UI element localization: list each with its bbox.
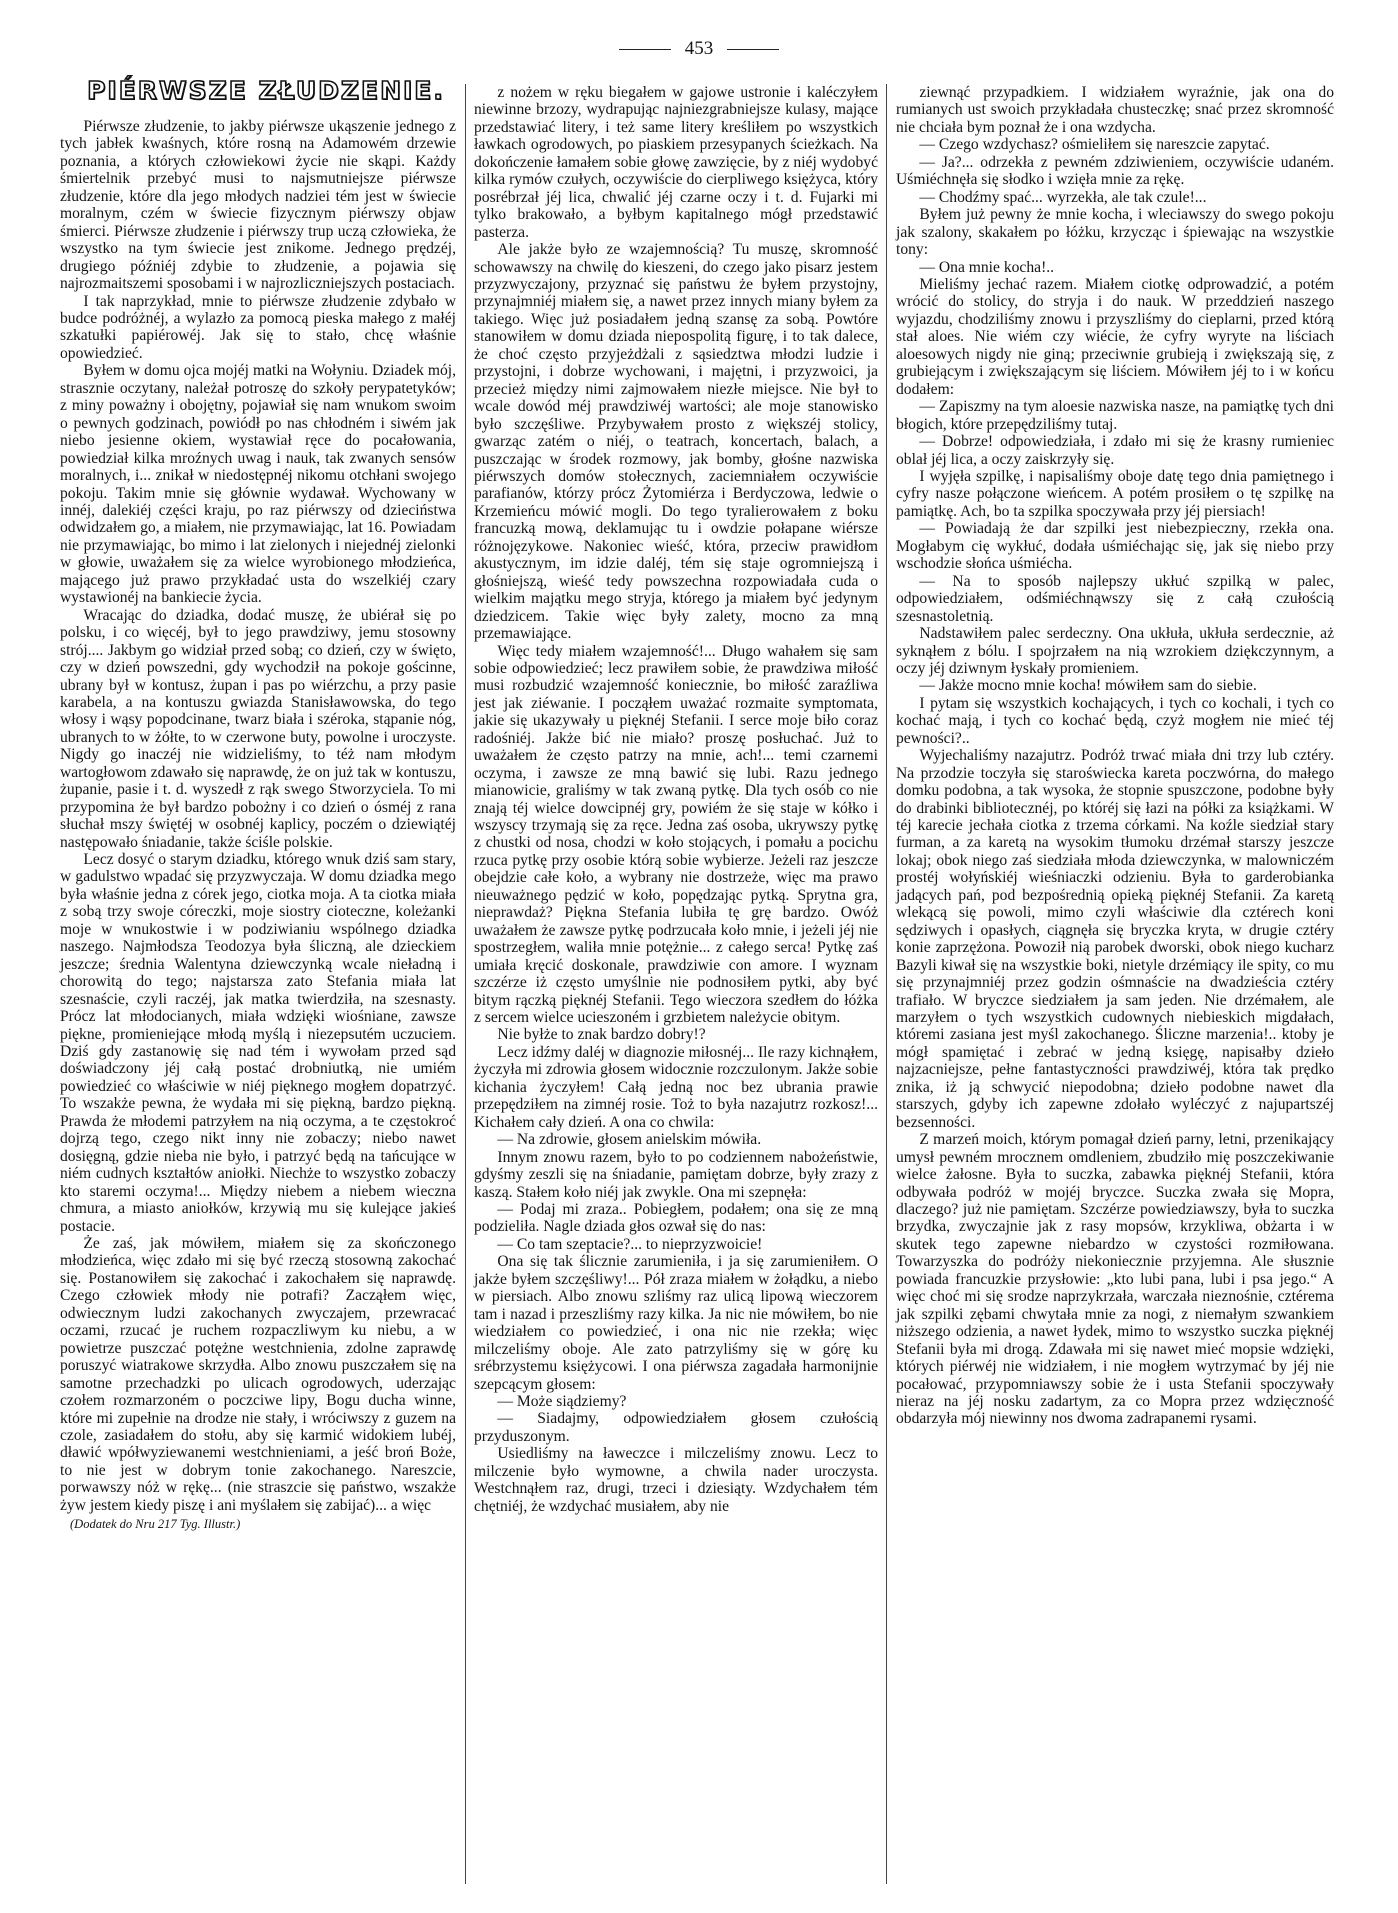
paragraph: — Zapiszmy na tym aloesie nazwiska nasze, na pamiątkę tych dni błogich, które przepędziliśmy tutaj.: [896, 398, 1334, 433]
paragraph: — Czego wzdychasz? ośmieliłem się nareszcie zapytać.: [919, 136, 1270, 154]
paragraph: Wyjechaliśmy nazajutrz. Podróż trwać miała dni trzy lub cztéry. Na przodzie toczyła się staroświecka kareta poczwórna, do małego domku podobna, a tak wysoka, że stopnie spuszczone, podobne były do drabinki bibliotecznéj, po któréj się łazi na półki za książkami. W téj karecie jechała ciotka z trzema córkami. Na koźle siedział stary furman, a za karetą na wysokim tłumoku drzémał starszy jeszcze lokaj; obok niego zaś siedziała młoda dziewczynka, w malowniczém prostéj wołyńskiéj wieśniaczki odzieniu. Była to garderobianka jadących pań, pod bezpośrednią opieką pięknéj Stefanii. Za karetą wlekącą się powoli, mimo czyli właściwie dla cztérech koni sędziwych i opasłych, ciągnęła się bryczka kryta, w drugie cztéry konie zaprzężona. Powoził nią parobek dworski, obok niego kucharz Bazyli kiwał się na wszystkie boki, nietyle drzémiący ile spity, co mu się przynajmniéj przez godzin ośmnaście na dwadzieścia cztéry trafiało. W bryczce siedziałem ja sam jeden. Nie drzémałem, ale marzyłem o tych wszystkich cudownych niebieskich migdałach, któremi zasiana jest myśl zakochanego. Śliczne marzenia!.. ktoby je mógł spamiętać i zebrać w jedną księgę, napisałby dzieło najzacniejsze, pełne fantastyczności prawdziwéj, która tak prędko znika, iż ją schwycić niepodobna; dzieło podobne nawet dla starszych, gdyby ich zapewne zdołało wyléczyć z najupartszéj bezsenności.: [896, 747, 1334, 1131]
paragraph: I wyjęła szpilkę, i napisaliśmy oboje datę tego dnia pamiętnego i cyfry nasze połączone wieńcem. A potém prosiłem o tę szpilkę na pamiątkę. Ach, bo ta szpilka spoczywała przy jéj piersiach!: [896, 467, 1334, 520]
paragraph: — Na zdrowie, głosem anielskim mówiła.: [497, 1131, 762, 1149]
text-column-1: [60, 118, 456, 1534]
paragraph: ziewnąć przypadkiem. I widziałem wyraźnie, jak ona do rumianych ust swoich przykładała chusteczkę; snać przez skromność nie chciała bym poznał że i ona wzdycha.: [896, 84, 1334, 136]
paragraph: — Jakże mocno mnie kocha! mówiłem sam do siebie.: [919, 677, 1257, 695]
paragraph: Więc tedy miałem wzajemność!... Długo wahałem się sam sobie odpowiedzieć; lecz prawiłem sobie, że prawdziwa miłość musi rozbudzić wzajemność koniecznie, bo miłość zaraźliwa jest jak ziéwanie. I począłem uważać rozmaite symptomata, jakie się ukazywały u pięknéj Stefanii. I serce moje biło coraz radośniéj. Jakże bić nie miało? proszę posłuchać. Już to uważałem że często patrzy na mnie, ach!... temi czarnemi oczyma, i zawsze ze mną bawić się lubi. Razu jednego mianowicie, graliśmy w tak zwaną pytkę. Dla tych osób co nie znają téj wielce dowcipnéj gry, powiém że się staje w kółko i wszyscy trzymają się za ręce. Jedna zaś osoba, ukrywszy pytkę z chustki od nosa, chodzi w koło stojących, i pomału a pocichu rzuca pytkę przy osobie którą sobie wybierze. Jeżeli raz jeszcze obejdzie całe koło, a wybrany nie dostrzeże, więc ma prawo nieuważnego pędzić w koło, popędzając pytką. Sprytna gra, nieprawdaż? Piękna Stefania lubiła tę grę bardzo. Owóż uważałem że zawsze pytkę podrzucała koło mnie, i jeżeli jéj nie spostrzegłem, waliła mnie potężnie... z całego serca! Pytkę zaś umiała kręcić doskonale, prawdziwie con amore. I wyznam szczérze iż często umyślnie nie podnosiłem pytki, aby być bitym rączką pięknéj Stefanii. Tego wieczora szedłem do łóżka z sercem wielce ucieszoném i grzbietem należycie obitym.: [474, 642, 878, 1027]
page-number: [0, 38, 1398, 60]
paragraph: — Chodźmy spać... wyrzekła, ale tak czule!...: [919, 188, 1207, 206]
paragraph: — Dobrze! odpowiedziała, i zdało mi się że krasny rumieniec oblał jéj lica, a oczy zaiskrzyły się.: [896, 433, 1334, 468]
paragraph: — Może siądziemy?: [497, 1392, 627, 1410]
paragraph: — Powiadają że dar szpilki jest niebezpieczny, rzekła ona. Mogłabym cię wykłuć, dodała uśmiéchając się, jak się niebo przy wschodzie słońca uśmiécha.: [896, 520, 1334, 573]
paragraph: Wracając do dziadka, dodać muszę, że ubiérał się po polsku, i co więcéj, był to jego prawdziwy, jemu stosowny strój.... Jakbym go widział przed sobą; co dzień, czy w święto, czy w dzień powszedni, gdy wychodził na pokoje gościnne, ubrany był w kontusz, żupan i pas po wiérzchu, a przy pasie karabela, a na kontuszu gwiazda Stanisławowska, do tego włosy i wąsy popodcinane, twarz biała i széroka, stąpanie nóg, ubranych to w żółte, to w czerwone buty, powolne i uroczyste. Nigdy go inaczéj nie widzieliśmy, to téż nam młodym wartogłowom zdawało się naprawdę, że on już tak w kontuszu, żupanie, pasie i t. d. wyszedł z rąk swego Stworzyciela. To mi przypomina że był bardzo pobożny i co dzień o ósméj z rana słuchał mszy świętéj w osobnéj kaplicy, poczém o dziewiątéj następowało śniadanie, także ściśle polskie.: [60, 606, 456, 851]
paragraph: I tak naprzykład, mnie to piérwsze złudzenie zdybało w budce podróżnéj, a wylazło za pomocą pieska małego z małéj szkatułki papiérowéj. Jak się to stało, chcę właśnie opowiedzieć.: [60, 292, 456, 362]
paragraph: Lecz dosyć o starym dziadku, którego wnuk dziś sam stary, w gadulstwo wpadać się przyzwyczaja. W domu dziadka mego była właśnie jedna z córek jego, ciotka moja. A ta ciotka miała z sobą trzy swoje córeczki, moje siostry cioteczne, koleżanki moje w wnukostwie i w podziwianiu wspólnego dziadka naszego. Najmłodsza Teodozya była śliczną, ale dzieckiem jeszcze; średnia Walentyna dziewczynką wcale nieładną i chorowitą do tego; najstarsza zato Stefania miała lat szesnaście, czyli raczéj, jak matka twierdziła, na szesnasty. Prócz lat młodocianych, miała wdzięki wiośniane, zawsze piękne, promieniejące młodą myślą i niezepsutém uczuciem. Dziś gdy zastanowię się nad tém i wywołam przed sąd doświadczony jéj całą postać drobniutką, nie umiém powiedzieć co właściwie w niéj pięknego mogłem dopatrzyć. To wszakże pewna, że wydała mi się piękną, bardzo piękną. Prawda że młodemi patrzyłem na nią oczyma, a te częstokroć dojrzą tego, czego nikt inny nie zobaczy; niebo nawet dosięgną, gdzie nieba nie było, i patrzyć będą na tańcujące w niém cudnych kształtów aniołki. Niechże to wszystko zobaczy kto staremi oczyma!... Między niebem a niebem wieczna chmura, a miasto aniołków, krzywią mu się kulejące jakieś postacie.: [60, 851, 456, 1235]
paragraph: Nadstawiłem palec serdeczny. Ona ukłuła, ukłuła serdecznie, aż syknąłem z bólu. I spojrzałem na nią wzrokiem dziękczynnym, a oczy jéj dziwnym łyskały promieniem.: [896, 625, 1334, 677]
article-title: PIÉRWSZE ZŁUDZENIE.: [87, 76, 445, 105]
page-number-rule-left: [619, 49, 671, 50]
paragraph: Ale jakże było ze wzajemnością? Tu muszę, skromność schowawszy na chwilę do kieszeni, do czego jako pisarz jestem przyzwyczajony, przyznać się państwu że byłem przystojny, przynajmniéj miałem się, a nawet przez innych miany byłem za takiego. Więc już posiadałem jedną szansę za sobą. Powtóre stanowiłem w domu dziada niepospolitą figurę, i to tak dalece, że choć często przyjeżdżali z sąsiedztwa młodzi ludzie i przystojni, i dobrze wychowani, i majętni, i przyzwoici, ja przecież między nimi zajmowałem niezłe miejsce. Nie był to wcale dowód méj prawdziwéj wartości; ale moje stanowisko było szczęśliwe. Przybywałem prosto z większéj stolicy, gwarząc zatém o niéj, o teatrach, koncertach, balach, a puszczając w środek rozmowy, jak bomby, głośne nazwiska piérwszych domów stołecznych, zaciemniałem oczywiście parafianów, którzy prócz Żytomiérza i Berdyczowa, ledwie o Krzemieńcu mówić mogli. Do tego tyralierowałem z boku francuzką mową, deklamując tu i owdzie połapane wiérsze różnojęzykowe. Nakoniec wieść, która, przeciw prawidłom akustycznym, im idzie daléj, tém się staje ogromniejszą i głośniejszą, wieść tedy powszechna rozpowiadała cuda o wielkim majątku mego stryja, którego ja miałem być jedynym dziedzicem. Takie więc były zalety, mocno za mną przemawiające.: [474, 241, 878, 643]
paragraph: Ona się tak ślicznie zarumieniła, i ja się zarumieniłem. O jakże byłem szczęśliwy!... Pół zraza miałem w żołądku, a niebo w piersiach. Albo znowu szliśmy raz ulicą lipową wieczorem tam i nazad i przeszliśmy razy kilka. Ja nic nie mówiłem, bo nie wiedziałem co powiedzieć, i ona nic nie rzekła; więc milczeliśmy oboje. Ale zato patrzyliśmy się w górę ku srébrzystemu księżycowi. I ona piérwsza zagadała harmonijnie szepcącym głosem:: [474, 1253, 878, 1393]
paragraph: — Ja?... odrzekła z pewném zdziwieniem, oczywiście udaném. Uśmiéchnęła się słodko i wzięła mnie za rękę.: [896, 153, 1334, 189]
paragraph: Lecz idźmy daléj w diagnozie miłosnéj... Ile razy kichnąłem, życzyła mi zdrowia głosem widocznie rozczulonym. Jakże sobie kichania życzyłem! Całą jedną noc bez ubrania prawie przepędziłem na zimnéj rosie. Toż to była nazajutrz rozkosz!... Kichałem cały dzień. A ona co chwila:: [474, 1043, 878, 1131]
page-number-text: 453: [684, 38, 714, 59]
paragraph: Piérwsze złudzenie, to jakby piérwsze ukąszenie jednego z tych jabłek kwaśnych, które rosną na Adamowém drzewie poznania, a których człowiekowi życie nie skąpi. Każdy śmiertelnik przebyć musi to najsmutniejsze piérwsze złudzenie, które dla jego młodych nadziei tém jest w świecie moralnym, czém w świecie fizycznym piérwszy objaw śmierci. Piérwsze złudzenie i piérwszy trup uczą człowieka, że wszystko na tym świecie jest znikome. Jednego prędzéj, drugiego późniéj zdybie to złudzenie, a pojawia się najrozmaitszemi sposobami i w najrozliczniejszych postaciach.: [60, 118, 456, 293]
paragraph: — Podaj mi zraza.. Pobiegłem, podałem; ona się ze mną podzieliła. Nagle dziada głos ozwał się do nas:: [474, 1201, 878, 1236]
footer-note: (Dodatek do Nru 217 Tyg. Illustr.): [70, 1517, 241, 1532]
paragraph: — Siadajmy, odpowiedziałem głosem czułością przyduszonym.: [474, 1410, 878, 1445]
paragraph: Byłem już pewny że mnie kocha, i wleciawszy do swego pokoju jak szalony, skakałem po łóżku, krzycząc i śpiewając na wszystkie tony:: [896, 206, 1334, 259]
paragraph: Usiedliśmy na ławeczce i milczeliśmy znowu. Lecz to milczenie było wymowne, a chwila nader uroczysta. Westchnąłem raz, drugi, trzeci i dziesiąty. Wzdychałem tém chętniéj, że wzdychać musiałem, aby nie: [474, 1445, 878, 1515]
paragraph: Mieliśmy jechać razem. Miałem ciotkę odprowadzić, a potém wrócić do stolicy, do stryja i do nauk. W przeddzień naszego wyjazdu, chodziliśmy znowu i przyszliśmy do cieplarni, przed którą stał aloes. Nie wiém czy wiécie, że cyfry wyryte na liściach aloesowych nigdy nie giną; przeciwnie grubieją i zwiększają się, z grubiejącym i zwiększającym się liściem. Mówiłem jéj to i w końcu dodałem:: [896, 275, 1334, 398]
paragraph: Że zaś, jak mówiłem, miałem się za skończonego młodzieńca, więc zdało mi się być rzeczą stosowną zakochać się. Postanowiłem się zakochać i zakochałem się naprawdę. Czego człowiek młody nie potrafi? Zacząłem więc, odwiecznym ludzi zakochanych zwyczajem, przewracać oczami, rzucać je ruchem rozpaczliwym ku niebu, a w powietrze puszczać potężne westchnienia, zdolne zaprawdę poruszyć wiatrakowe skrzydła. Albo znowu puszczałem się na samotne przechadzki po ulicach ogrodowych, uderzając czołem rozmarzoném o poczciwe lipy, Bogu ducha winne, które mi zupełnie na drodze nie stały, i wróciwszy z guzem na czole, zasiadałem do stołu, aby się karmić widokiem lubéj, dławić wpółwyziewanemi westchnieniami, a jeść broń Boże, to nie jest w dobrym tonie zakochanego. Nareszcie, porwawszy nóż w rękę... (nie straszcie się państwo, wszakże żyw jestem kiedy piszę i ani myślałem się zabijać)... a więc: [60, 1235, 456, 1514]
paragraph: Nie byłże to znak bardzo dobry!?: [497, 1026, 706, 1044]
paragraph: Z marzeń moich, którym pomagał dzień parny, letni, przenikający umysł pewném mrocznem omdleniem, zbudziło mię poszczekiwanie wielce żałosne. Była to suczka, zabawka pięknéj Stefanii, która odbywała podróż w mojéj bryczce. Suczka zwała się Mopra, dlaczego? już nie pamiętam. Szczérze powiedziawszy, była to suczka brzydka, zwyczajnie jak z rasy mopsów, krzykliwa, obżarta i w skutek tego zapewne niebardzo w czystości rozmiłowana. Towarzyszka do podróży niekoniecznie przyjemna. Ale słusznie powiada francuzkie przysłowie: „kto lubi pana, lubi i psa jego.“ A więc choć mi się srodze naprzykrzała, warczała nieznośnie, cztérema jak szpilki zębami chwytała mnie za nogi, z niemałym szwankiem niższego odzienia, a nawet łydek, mimo to wszystko suczka pięknéj Stefanii była mi drogą. Zdawała mi się nawet mieć mopsie wdzięki, których piérwéj nie widziałem, i nie mogłem wytrzymać by jéj nie pocałować, przypomniawszy sobie że i usta Stefanii spoczywały nieraz na jéj nosku zadartym, za co Mopra przez wdzięczność obdarzyła mój niewinny nos dwoma zadrapanemi rysami.: [896, 1131, 1334, 1428]
paragraph: I pytam się wszystkich kochających, i tych co kochali, i tych co kochać mają, i tych co kochać będą, czyż mogłem nie mieć téj pewności?..: [896, 694, 1334, 747]
paragraph: Byłem w domu ojca mojéj matki na Wołyniu. Dziadek mój, strasznie oczytany, należał potroszę do szkoły perypatetyków; z miny poważny i obojętny, pojawiał się nam wnukom swoim o pewnych godzinach, powiódł po nas chłodném i siwém jak niebo jesienne okiem, wystawiał ręce do pocałowania, powiedział kilka mroźnych uwag i nauk, tak zwanych sensów moralnych, i... znikał w niedostępnéj nikomu otchłani swojego pokoju. Takim mnie się głównie wydawał. Wychowany w innéj, dalekiéj części kraju, po raz piérwszy od dzieciństwa odwidzałem go, a miałem, nie przymawiając, lat 16. Powiadam nie przymawiając, bo mimo i lat zielonych i niejednéj zielonki w głowie, uważałem się za wielce wyrobionego młodzieńca, mającego już prawo przykładać usta do wszelkiéj czary wystawionéj na bankiecie życia.: [60, 362, 456, 607]
page-number-rule-right: [727, 49, 779, 50]
paragraph: — Ona mnie kocha!..: [919, 258, 1055, 276]
paragraph: — Na to sposób najlepszy ukłuć szpilką w palec, odpowiedziałem, odśmiéchnąwszy się z całą czułością szesnastoletnią.: [896, 572, 1334, 625]
column-divider: [465, 84, 466, 1884]
paragraph: — Co tam szeptacie?... to nieprzyzwoicie!: [497, 1235, 763, 1253]
paragraph: z nożem w ręku biegałem w gajowe ustronie i kaléczyłem niewinne brzozy, wydrapując najniezgrabniejsze kulasy, mające przedstawiać litery, i też same litery kreśliłem po wszystkich ławkach ogrodowych, po piaskiem przesypanych ścieżkach. Na dokończenie łamałem sobie głowę zawzięcie, by z niéj wydobyć kilka rymów czułych, oczywiście do cierpliwego księżyca, który posrébrzał jéj lica, chwalić jéj czarne oczy i t. d. Fujarki mi tylko brakowało, a byłbym kapitalnego mógł przedstawić pasterza.: [474, 84, 878, 241]
paragraph: Innym znowu razem, było to po codziennem nabożeństwie, gdyśmy zeszli się na śniadanie, pamiętam dobrze, były zrazy z kaszą. Stałem koło niéj jak zwykle. Ona mi szepnęła:: [474, 1148, 878, 1201]
text-column-3: [896, 84, 1334, 1428]
text-column-2: [474, 84, 878, 1515]
column-divider: [886, 84, 887, 1884]
